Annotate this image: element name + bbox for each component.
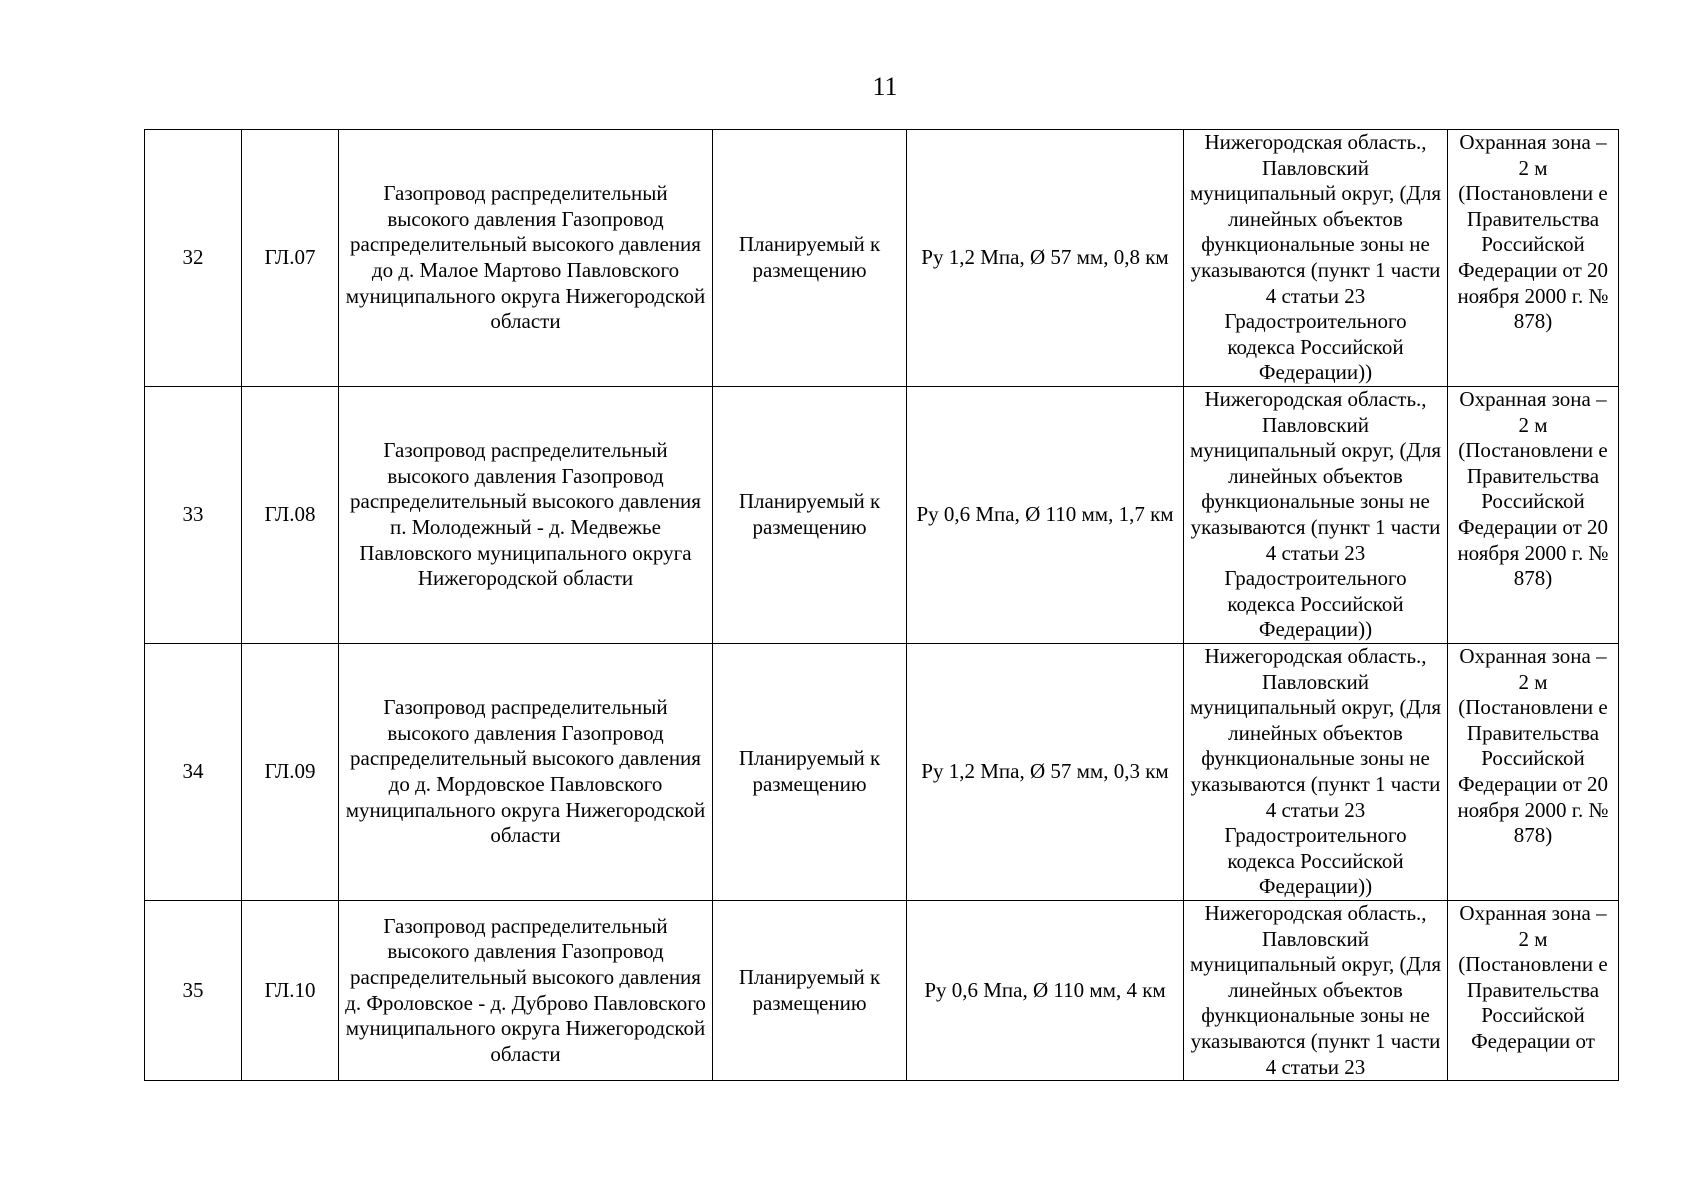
protection-zone-text: Охранная зона – 2 м (Постановлени е Правительства Российской Федерации от 20 ноября 2000 г. № 878)	[1457, 644, 1609, 848]
protection-zone	[1448, 387, 1619, 644]
object-location-text: Нижегородская область., Павловский муниципальный округ, (Для линейных объектов функциональные зоны не указываются (пункт 1 части 4 статьи 23 Градостроительного кодекса Российской Федерации))	[1189, 644, 1441, 899]
page-number: 11	[872, 72, 898, 101]
object-name: Газопровод распределительный высокого давления Газопровод распределительный высокого давления д. Фроловское - д. Дуброво Павловского муниципального округа Нижегородской области	[339, 901, 713, 1081]
object-name: Газопровод распределительный высокого давления Газопровод распределительный высокого давления п. Молодежный - д. Медвежье Павловского муниципального округа Нижегородской области	[339, 387, 713, 644]
object-status: Планируемый к размещению	[713, 901, 907, 1081]
object-code: ГЛ.07	[242, 130, 339, 387]
row-number: 32	[145, 130, 242, 387]
protection-zone	[1448, 644, 1619, 901]
object-location-text: Нижегородская область., Павловский муниципальный округ, (Для линейных объектов функциональные зоны не указываются (пункт 1 части 4 статьи 23 Градостроительного кодекса Российской Федерации))	[1189, 387, 1441, 642]
object-status: Планируемый к размещению	[713, 387, 907, 644]
object-location-text: Нижегородская область., Павловский муниципальный округ, (Для линейных объектов функциональные зоны не указываются (пункт 1 части 4 статьи 23	[1189, 901, 1441, 1079]
protection-zone-text: Охранная зона – 2 м (Постановлени е Правительства Российской Федерации от	[1458, 901, 1608, 1053]
table-row	[145, 387, 1619, 644]
object-status: Планируемый к размещению	[713, 644, 907, 901]
object-code: ГЛ.09	[242, 644, 339, 901]
object-parameters: Ру 0,6 Мпа, Ø 110 мм, 4 км	[907, 901, 1184, 1081]
object-location	[1184, 901, 1448, 1081]
protection-zone-text: Охранная зона – 2 м (Постановлени е Правительства Российской Федерации от 20 ноября 2000 г. № 878)	[1457, 387, 1609, 591]
object-location	[1184, 644, 1448, 901]
object-code: ГЛ.10	[242, 901, 339, 1081]
object-location-text: Нижегородская область., Павловский муниципальный округ, (Для линейных объектов функциональные зоны не указываются (пункт 1 части 4 статьи 23 Градостроительного кодекса Российской Федерации))	[1189, 130, 1441, 385]
protection-zone	[1448, 130, 1619, 387]
row-number: 33	[145, 387, 242, 644]
object-name: Газопровод распределительный высокого давления Газопровод распределительный высокого давления до д. Мордовское Павловского муниципального округа Нижегородской области	[339, 644, 713, 901]
table-row	[145, 644, 1619, 901]
object-name: Газопровод распределительный высокого давления Газопровод распределительный высокого давления до д. Малое Мартово Павловского муниципального округа Нижегородской области	[339, 130, 713, 387]
table-row	[145, 901, 1619, 1081]
object-location	[1184, 387, 1448, 644]
object-parameters: Ру 0,6 Мпа, Ø 110 мм, 1,7 км	[907, 387, 1184, 644]
object-status: Планируемый к размещению	[713, 130, 907, 387]
object-code: ГЛ.08	[242, 387, 339, 644]
objects-table	[144, 129, 1619, 1081]
object-location	[1184, 130, 1448, 387]
table-row	[145, 130, 1619, 387]
protection-zone	[1448, 901, 1619, 1081]
row-number: 34	[145, 644, 242, 901]
protection-zone-text: Охранная зона – 2 м (Постановлени е Правительства Российской Федерации от 20 ноября 2000 г. № 878)	[1457, 130, 1609, 334]
object-parameters: Ру 1,2 Мпа, Ø 57 мм, 0,8 км	[907, 130, 1184, 387]
row-number: 35	[145, 901, 242, 1081]
object-parameters: Ру 1,2 Мпа, Ø 57 мм, 0,3 км	[907, 644, 1184, 901]
